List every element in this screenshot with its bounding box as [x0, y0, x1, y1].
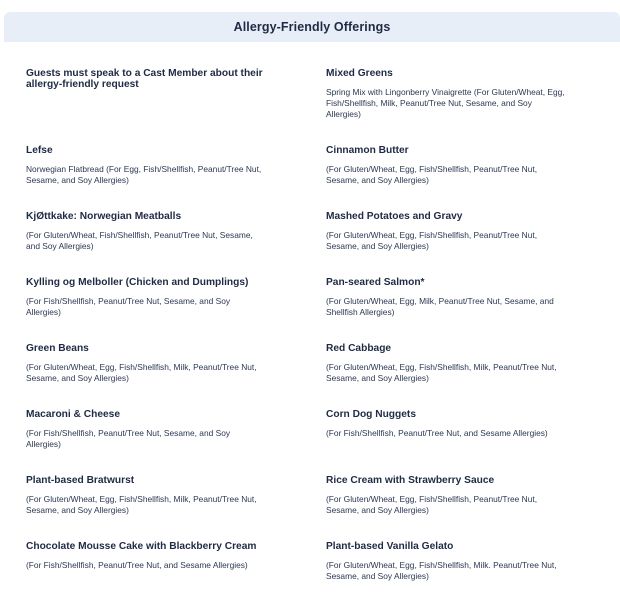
item-description: (For Fish/Shellfish, Peanut/Tree Nut, Sesame, and Soy Allergies): [26, 428, 231, 449]
item-name: Guests must speak to a Cast Member about their allergy-friendly request: [26, 68, 263, 90]
item-name: Kylling og Melboller (Chicken and Dumplings): [26, 277, 249, 288]
item-name: Plant-based Vanilla Gelato: [326, 541, 454, 552]
item-description: (For Gluten/Wheat, Egg, Fish/Shellfish, Peanut/Tree Nut, Sesame, and Soy Allergies): [326, 164, 538, 185]
item-description: (For Gluten/Wheat, Fish/Shellfish, Peanut/Tree Nut, Sesame, and Soy Allergies): [26, 230, 253, 251]
item-name: Mixed Greens: [326, 68, 393, 79]
section-title: Allergy-Friendly Offerings: [233, 20, 391, 34]
menu-item-cinnamon-butter: [326, 145, 566, 186]
menu-item-red-cabbage: [326, 343, 566, 384]
section-header: [4, 12, 620, 42]
item-description: (For Gluten/Wheat, Egg, Fish/Shellfish, Milk, Peanut/Tree Nut, Sesame, and Soy Allergies): [326, 362, 557, 383]
menu-item-chicken-dumplings: [26, 277, 266, 318]
item-name: Chocolate Mousse Cake with Blackberry Cream: [26, 541, 257, 552]
item-name: Red Cabbage: [326, 343, 392, 354]
item-description: (For Gluten/Wheat, Egg, Milk, Peanut/Tree Nut, Sesame, and Shellfish Allergies): [326, 296, 554, 317]
item-name: Plant-based Bratwurst: [26, 475, 135, 486]
item-name: Green Beans: [26, 343, 89, 354]
item-name: Pan-seared Salmon*: [326, 277, 425, 288]
item-description: (For Fish/Shellfish, Peanut/Tree Nut, Sesame, and Soy Allergies): [26, 296, 231, 317]
menu-item-rice-cream: [326, 475, 566, 516]
menu-item-mashed-potatoes: [326, 211, 566, 252]
menu-item-meatballs: [26, 211, 266, 252]
item-name: Lefse: [26, 145, 53, 156]
menu-item-mac-cheese: [26, 409, 266, 450]
menu-item-vanilla-gelato: [326, 541, 566, 582]
item-name: Macaroni & Cheese: [26, 409, 120, 420]
item-description: (For Gluten/Wheat, Egg, Fish/Shellfish, Peanut/Tree Nut, Sesame, and Soy Allergies): [326, 230, 538, 251]
item-description: (For Fish/Shellfish, Peanut/Tree Nut, and Sesame Allergies): [326, 428, 548, 438]
item-description: (For Fish/Shellfish, Peanut/Tree Nut, and Sesame Allergies): [26, 560, 248, 570]
item-description: (For Gluten/Wheat, Egg, Fish/Shellfish, Milk. Peanut/Tree Nut, Sesame, and Soy Allergies): [326, 560, 557, 581]
item-description: Norwegian Flatbread (For Egg, Fish/Shellfish, Peanut/Tree Nut, Sesame, and Soy Allergies): [26, 164, 262, 185]
menu-item-green-beans: [26, 343, 266, 384]
item-description: (For Gluten/Wheat, Egg, Fish/Shellfish, Peanut/Tree Nut, Sesame, and Soy Allergies): [326, 494, 538, 515]
item-description: (For Gluten/Wheat, Egg, Fish/Shellfish, Milk, Peanut/Tree Nut, Sesame, and Soy Allergies): [26, 494, 257, 515]
item-name: KjØttkake: Norwegian Meatballs: [26, 211, 182, 222]
allergy-notice: [26, 68, 266, 90]
item-name: Rice Cream with Strawberry Sauce: [326, 475, 495, 486]
menu-item-salmon: [326, 277, 566, 318]
menu-item-bratwurst: [26, 475, 266, 516]
menu-item-mousse-cake: [26, 541, 266, 571]
item-name: Mashed Potatoes and Gravy: [326, 211, 463, 222]
item-name: Cinnamon Butter: [326, 145, 409, 156]
menu-item-corn-dog-nuggets: [326, 409, 566, 439]
menu-item-lefse: [26, 145, 266, 186]
menu-item-mixed-greens: [326, 68, 566, 120]
item-description: (For Gluten/Wheat, Egg, Fish/Shellfish, Milk, Peanut/Tree Nut, Sesame, and Soy Allergies): [26, 362, 257, 383]
item-name: Corn Dog Nuggets: [326, 409, 416, 420]
item-description: Spring Mix with Lingonberry Vinaigrette (For Gluten/Wheat, Egg, Fish/Shellfish, Milk, Peanut/Tree Nut, Sesame, and Soy Allergies): [326, 87, 565, 119]
